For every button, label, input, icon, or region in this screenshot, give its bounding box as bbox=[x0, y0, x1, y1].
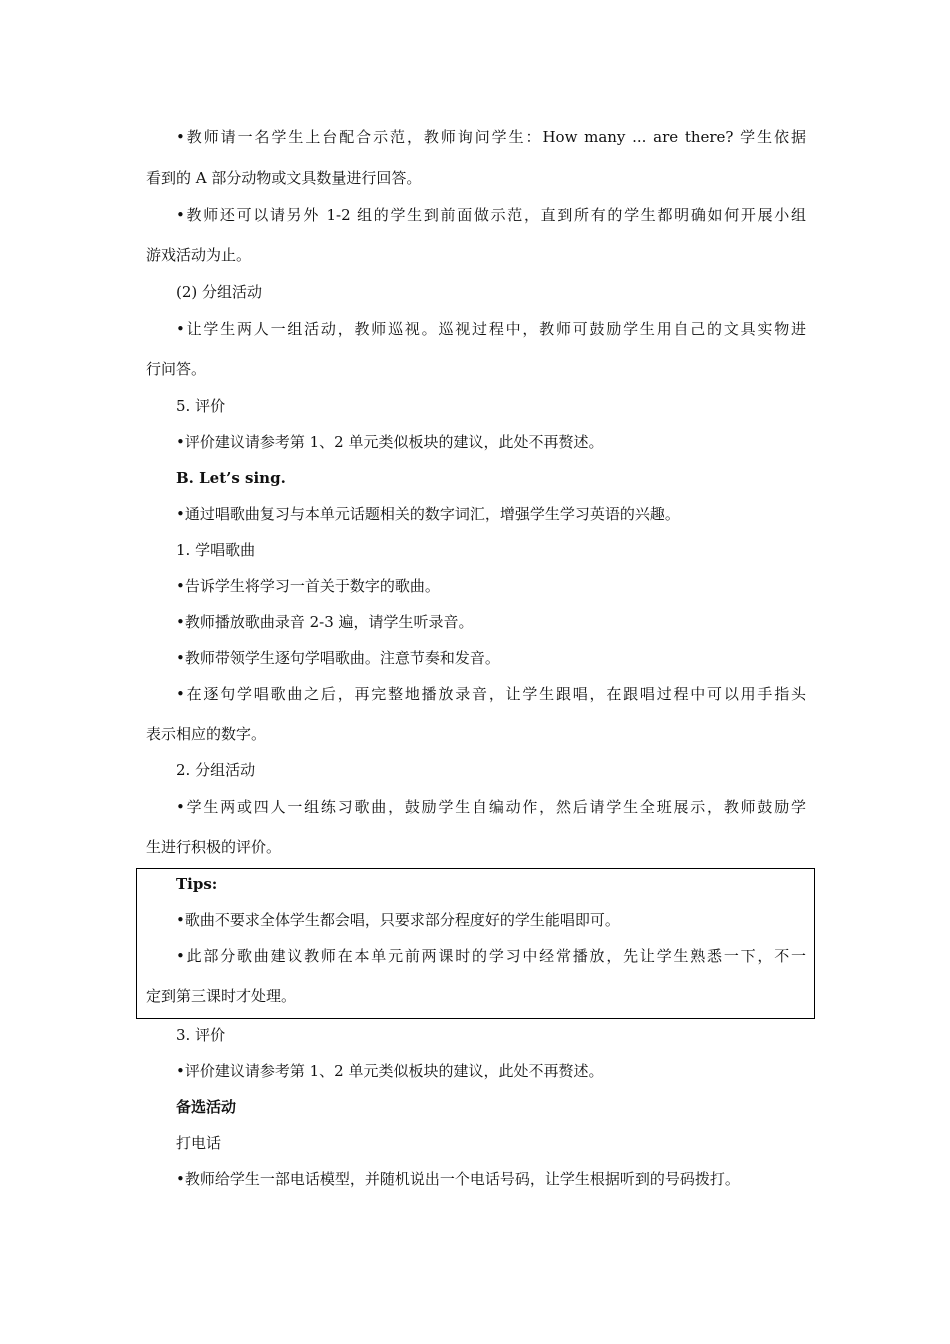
paragraph-line: •告诉学生将学习一首关于数字的歌曲。 bbox=[176, 577, 440, 595]
section-heading: B. Let’s sing. bbox=[176, 469, 286, 487]
tips-line: •歌曲不要求全体学生都会唱，只要求部分程度好的学生能唱即可。 bbox=[176, 911, 620, 929]
subheading: 2. 分组活动 bbox=[176, 761, 256, 779]
paragraph-line: 行问答。 bbox=[146, 360, 207, 378]
paragraph-line: 表示相应的数字。 bbox=[146, 725, 267, 743]
paragraph-line: •教师还可以请另外 1-2 组的学生到前面做示范，直到所有的学生都明确如何开展小组 bbox=[176, 206, 806, 224]
paragraph-line: •教师带领学生逐句学唱歌曲。注意节奏和发音。 bbox=[176, 649, 500, 667]
subheading: 打电话 bbox=[176, 1134, 222, 1152]
paragraph-line: •教师请一名学生上台配合示范，教师询问学生：How many ... are there? 学生依据 bbox=[176, 128, 806, 146]
subheading: (2) 分组活动 bbox=[176, 283, 263, 301]
paragraph-line: •在逐句学唱歌曲之后，再完整地播放录音，让学生跟唱，在跟唱过程中可以用手指头 bbox=[176, 685, 806, 703]
paragraph-line: •学生两或四人一组练习歌曲，鼓励学生自编动作，然后请学生全班展示，教师鼓励学 bbox=[176, 798, 806, 816]
paragraph-line: 游戏活动为止。 bbox=[146, 246, 252, 264]
subheading: 5. 评价 bbox=[176, 397, 226, 415]
paragraph-line: 生进行积极的评价。 bbox=[146, 838, 282, 856]
tips-line: 定到第三课时才处理。 bbox=[146, 987, 297, 1005]
paragraph-line: •通过唱歌曲复习与本单元话题相关的数字词汇，增强学生学习英语的兴趣。 bbox=[176, 505, 680, 523]
paragraph-line: •评价建议请参考第 1、2 单元类似板块的建议，此处不再赘述。 bbox=[176, 433, 604, 451]
subheading: 1. 学唱歌曲 bbox=[176, 541, 256, 559]
subheading: 3. 评价 bbox=[176, 1026, 226, 1044]
paragraph-line: •让学生两人一组活动，教师巡视。巡视过程中，教师可鼓励学生用自己的文具实物进 bbox=[176, 320, 806, 338]
tips-line: •此部分歌曲建议教师在本单元前两课时的学习中经常播放，先让学生熟悉一下，不一 bbox=[176, 947, 806, 965]
paragraph-line: •评价建议请参考第 1、2 单元类似板块的建议，此处不再赘述。 bbox=[176, 1062, 604, 1080]
paragraph-line: 看到的 A 部分动物或文具数量进行回答。 bbox=[146, 169, 422, 187]
tips-title: Tips: bbox=[176, 875, 218, 893]
paragraph-line: •教师给学生一部电话模型，并随机说出一个电话号码，让学生根据听到的号码拨打。 bbox=[176, 1170, 740, 1188]
section-heading: 备选活动 bbox=[176, 1098, 237, 1116]
paragraph-line: •教师播放歌曲录音 2-3 遍，请学生听录音。 bbox=[176, 613, 474, 631]
